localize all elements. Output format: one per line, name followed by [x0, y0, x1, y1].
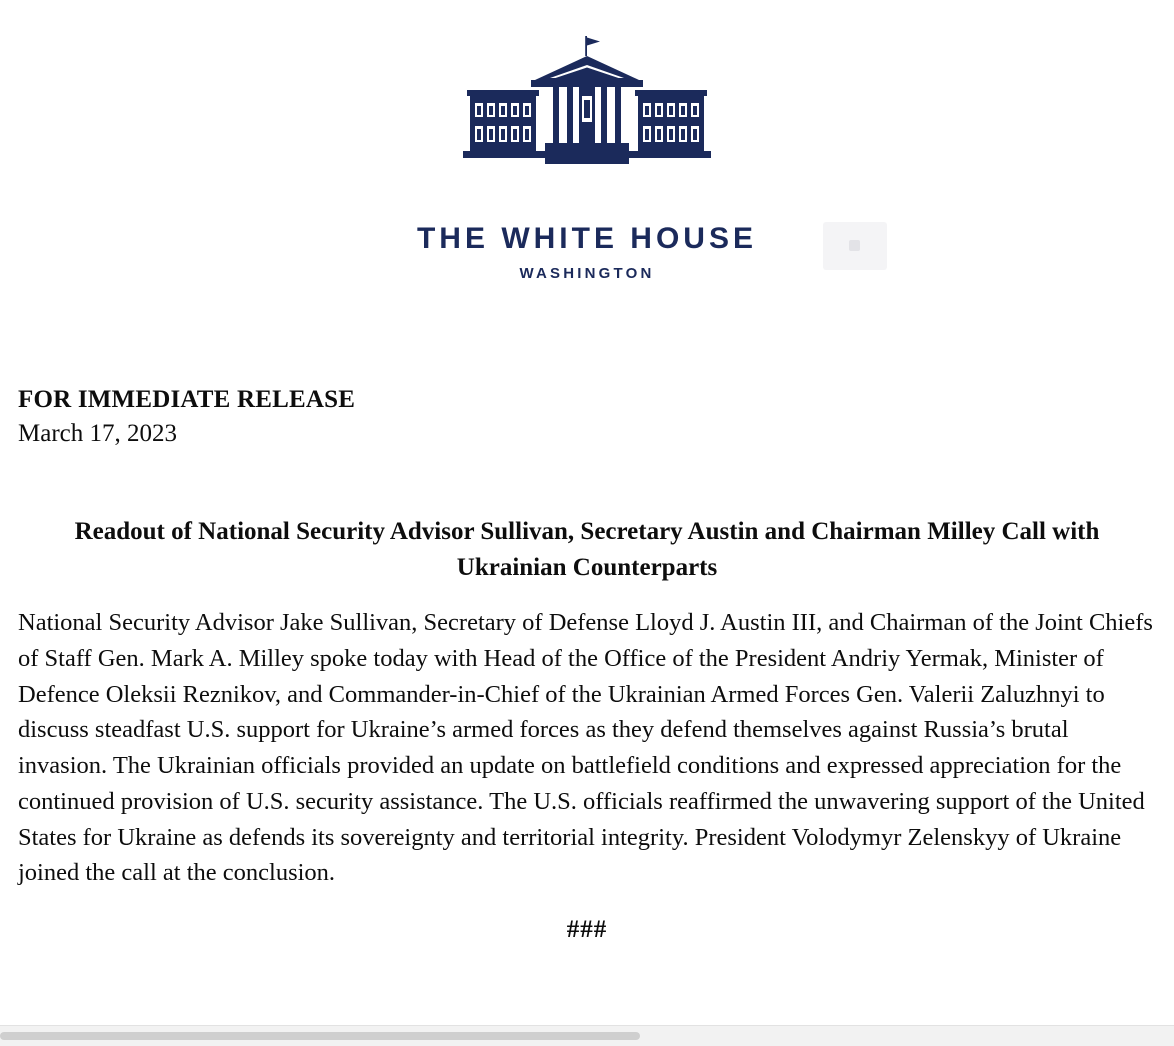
- release-date: March 17, 2023: [18, 420, 177, 447]
- release-label: FOR IMMEDIATE RELEASE: [18, 386, 356, 413]
- letterhead-subtitle: WASHINGTON: [519, 265, 655, 282]
- scrollbar-thumb[interactable]: [0, 1032, 640, 1040]
- document-body: [0, 386, 1174, 944]
- body-paragraph: National Security Advisor Jake Sullivan, Secretary of Defense Lloyd J. Austin III, and Chairman of the Joint Chiefs of Staff Gen. Mark A. Milley spoke today with Head of the Office of the President Andriy Yermak, Minister of Defence Oleksii Reznikov, and Commander-in-Chief of the Ukrainian Armed Forces Gen. Valerii Zaluzhnyi to discuss steadfast U.S. support for Ukraine’s armed forces as they defend themselves against Russia’s brutal invasion. The Ukrainian officials provided an update on battlefield conditions and expressed appreciation for the continued provision of U.S. security assistance. The U.S. officials reaffirmed the unwavering support of the United States for Ukraine as defends its sovereignty and territorial integrity. President Volodymyr Zelenskyy of Ukraine joined the call at the conclusion.: [18, 609, 1153, 887]
- letterhead: [0, 0, 1174, 282]
- white-house-building-icon: [427, 34, 747, 186]
- placeholder-glyph: [849, 240, 860, 251]
- horizontal-scrollbar[interactable]: [0, 1025, 1174, 1046]
- letterhead-title: THE WHITE HOUSE: [416, 222, 757, 255]
- end-mark: ###: [566, 915, 608, 943]
- page-title: Readout of National Security Advisor Sullivan, Secretary Austin and Chairman Milley Call with Ukrainian Counterparts: [74, 518, 1100, 581]
- placeholder-image-box: [823, 222, 887, 270]
